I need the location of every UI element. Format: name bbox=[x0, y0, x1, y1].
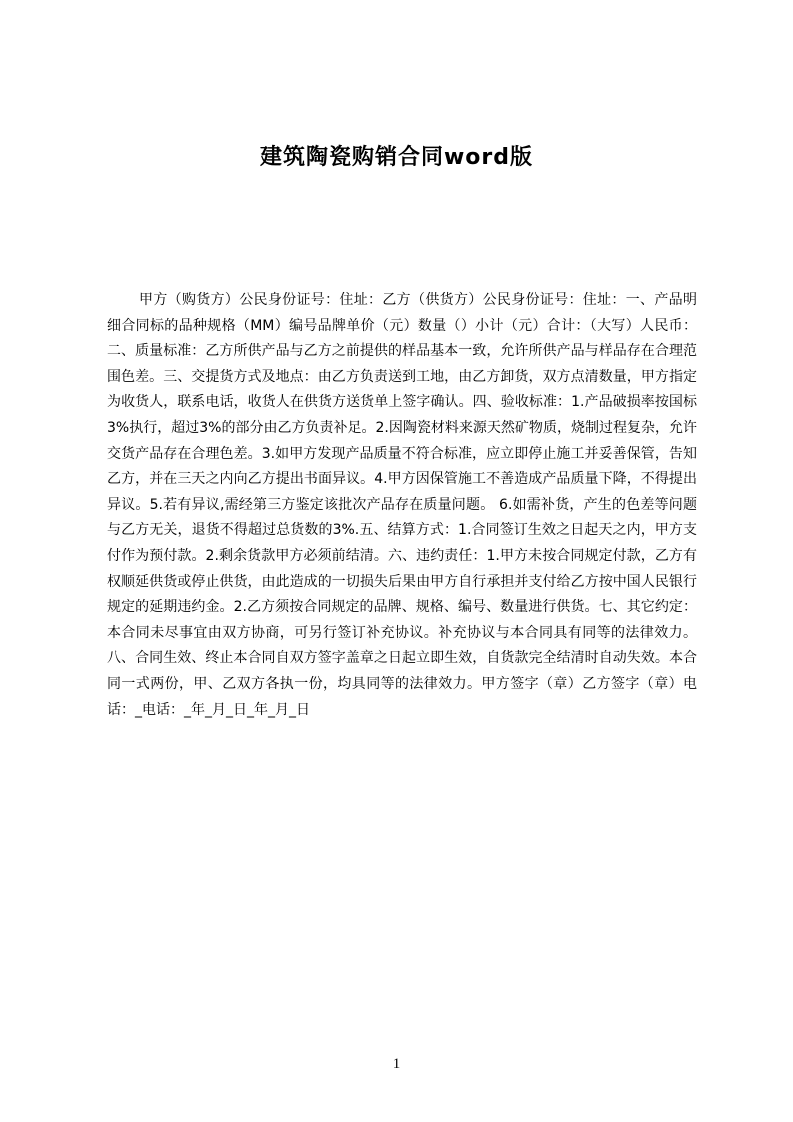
document-title: 建筑陶瓷购销合同word版 bbox=[259, 145, 534, 170]
page-number: 1 bbox=[392, 1056, 401, 1072]
document-body: 甲方（购货方）公民身份证号：住址：乙方（供货方）公民身份证号：住址：一、产品明细合同标的品种规格（MM）编号品牌单价（元）数量（）小计（元）合计：（大写）人民币：二、质量标准：乙方所供产品与乙方之前提供的样品基本一致，允许所供产品与样品存在合理范围色差。三、交提货方式及地点：由乙方负责送到工地，由乙方卸货，双方点清数量，甲方指定为收货人，联系电话，收货人在供货方送货单上签字确认。四、验收标准：1.产品破损率按国标3%执行，超过3%的部分由乙方负责补足。2.因陶瓷材料来源天然矿物质，烧制过程复杂，允许交货产品存在合理色差。3.如甲方发现产品质量不符合标准，应立即停止施工并妥善保管，告知乙方，并在三天之内向乙方提出书面异议。4.甲方因保管施工不善造成产品质量下降，不得提出异议。5.若有异议,需经第三方鉴定该批次产品存在质量问题。 6.如需补货，产生的色差等问题与乙方无关，退货不得超过总货数的3%.五、结算方式：1.合同签订生效之日起天之内，甲方支付作为预付款。2.剩余货款甲方必须前结清。六、违约责任：1.甲方未按合同规定付款，乙方有权顺延供货或停止供货，由此造成的一切损失后果由甲方自行承担并支付给乙方按中国人民银行规定的延期违约金。2.乙方须按合同规定的品牌、规格、编号、数量进行供货。七、其它约定：本合同未尽事宜由双方协商，可另行签订补充协议。补充协议与本合同具有同等的法律效力。八、合同生效、终止本合同自双方签字盖章之日起立即生效，自货款完全结清时自动失效。本合同一式两份，甲、乙双方各执一份，均具同等的法律效力。甲方签字（章）乙方签字（章）电话：_电话：_年_月_日_年_月_日 bbox=[107, 292, 697, 718]
